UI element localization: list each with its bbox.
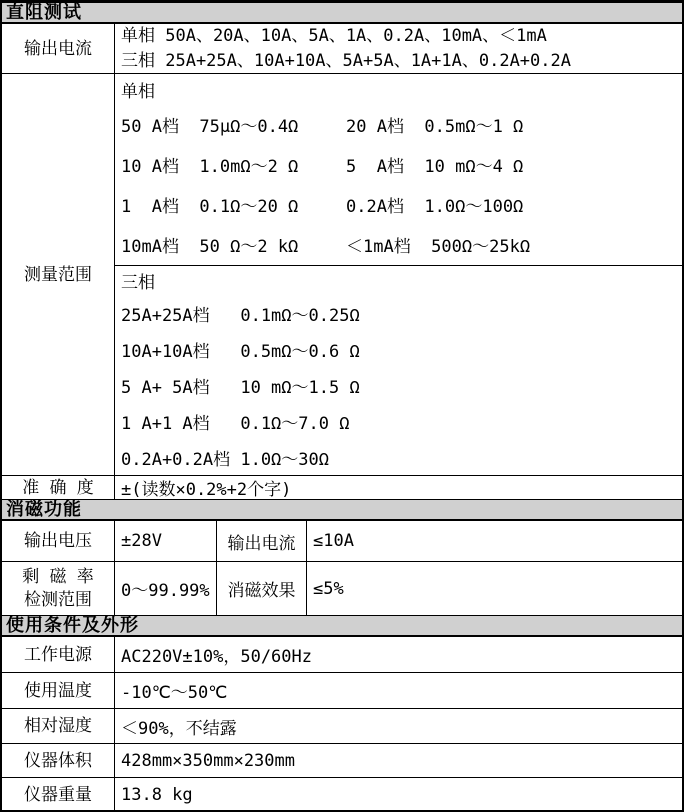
row-label-power-supply: 工作电源 bbox=[2, 637, 115, 672]
row-label-operating-temperature: 使用温度 bbox=[2, 673, 115, 708]
relative-humidity-value: ＜90%，不结露 bbox=[121, 718, 237, 739]
three-phase-line: 0.2A+0.2A档 1.0Ω～30Ω bbox=[121, 449, 329, 470]
measure-range-single-phase bbox=[115, 74, 682, 266]
accuracy-value: ±(读数×0.2%+2个字) bbox=[121, 480, 292, 500]
section-header-dc-test: 直阻测试 bbox=[2, 3, 682, 24]
range-right: 0.2A档 1.0Ω～100Ω bbox=[346, 196, 524, 217]
measure-range-values bbox=[115, 74, 682, 475]
output-current-three-phase: 三相 25A+25A、10A+10A、5A+5A、1A+1A、0.2A+0.2A bbox=[121, 50, 571, 71]
row-demag-remanence-effect bbox=[2, 562, 682, 616]
range-right: ＜1mA档 500Ω～25kΩ bbox=[346, 236, 531, 257]
demag-value-remanence-range: 0～99.99% bbox=[115, 562, 217, 615]
section-header-demag: 消磁功能 bbox=[2, 500, 682, 521]
range-left: 10 A档 1.0mΩ～2 Ω bbox=[121, 156, 299, 177]
row-operating-temperature bbox=[2, 673, 682, 709]
single-phase-line bbox=[121, 184, 682, 224]
demag-label-output-voltage: 输出电压 bbox=[2, 521, 115, 561]
three-phase-line: 1 A+1 A档 0.1Ω～7.0 Ω bbox=[121, 413, 350, 434]
demag-label-effect: 消磁效果 bbox=[217, 562, 307, 615]
instrument-weight-value: 13.8 kg bbox=[121, 785, 193, 805]
row-demag-voltage-current bbox=[2, 521, 682, 562]
row-power-supply bbox=[2, 637, 682, 673]
row-instrument-size bbox=[2, 744, 682, 778]
single-phase-line bbox=[121, 144, 682, 184]
row-label-relative-humidity: 相对湿度 bbox=[2, 709, 115, 743]
demag-label-output-current: 输出电流 bbox=[217, 521, 307, 561]
range-left: 10mA档 50 Ω～2 kΩ bbox=[121, 236, 299, 257]
three-phase-line: 25A+25A档 0.1mΩ～0.25Ω bbox=[121, 305, 360, 326]
single-phase-line bbox=[121, 104, 682, 144]
section-header-conditions: 使用条件及外形 bbox=[2, 616, 682, 637]
row-label-output-current: 输出电流 bbox=[2, 24, 115, 73]
row-measure-range bbox=[2, 74, 682, 476]
three-phase-line: 10A+10A档 0.5mΩ～0.6 Ω bbox=[121, 341, 360, 362]
operating-temperature-value: -10℃～50℃ bbox=[121, 683, 228, 703]
row-instrument-weight bbox=[2, 778, 682, 812]
demag-label-remanence-range bbox=[2, 562, 115, 615]
single-phase-title: 单相 bbox=[121, 81, 155, 102]
row-accuracy bbox=[2, 476, 682, 500]
range-right: 5 A档 10 mΩ～4 Ω bbox=[346, 156, 524, 177]
three-phase-line: 5 A+ 5A档 10 mΩ～1.5 Ω bbox=[121, 377, 360, 398]
output-current-single-phase: 单相 50A、20A、10A、5A、1A、0.2A、10mA、＜1mA bbox=[121, 25, 547, 46]
row-output-current bbox=[2, 24, 682, 74]
range-left: 50 A档 75μΩ～0.4Ω bbox=[121, 116, 299, 137]
row-label-accuracy: 准 确 度 bbox=[2, 476, 115, 499]
remanence-label-line2: 检测范围 bbox=[24, 589, 92, 610]
row-label-instrument-weight: 仪器重量 bbox=[2, 778, 115, 812]
instrument-size-value: 428mm×350mm×230mm bbox=[121, 750, 295, 771]
power-supply-value: AC220V±10%，50/60Hz bbox=[121, 647, 312, 667]
demag-value-output-voltage: ±28V bbox=[115, 521, 217, 561]
demag-value-output-current: ≤10A bbox=[313, 531, 354, 551]
measure-range-three-phase bbox=[115, 266, 682, 475]
output-current-values bbox=[115, 24, 682, 73]
row-label-instrument-size: 仪器体积 bbox=[2, 744, 115, 777]
row-label-measure-range: 测量范围 bbox=[2, 74, 115, 475]
range-left: 1 A档 0.1Ω～20 Ω bbox=[121, 196, 299, 217]
row-relative-humidity bbox=[2, 709, 682, 744]
demag-value-effect: ≤5% bbox=[313, 578, 344, 599]
single-phase-line bbox=[121, 224, 682, 264]
range-right: 20 A档 0.5mΩ～1 Ω bbox=[346, 116, 524, 137]
three-phase-title: 三相 bbox=[121, 273, 155, 293]
remanence-label-line1: 剩 磁 率 bbox=[22, 566, 94, 587]
